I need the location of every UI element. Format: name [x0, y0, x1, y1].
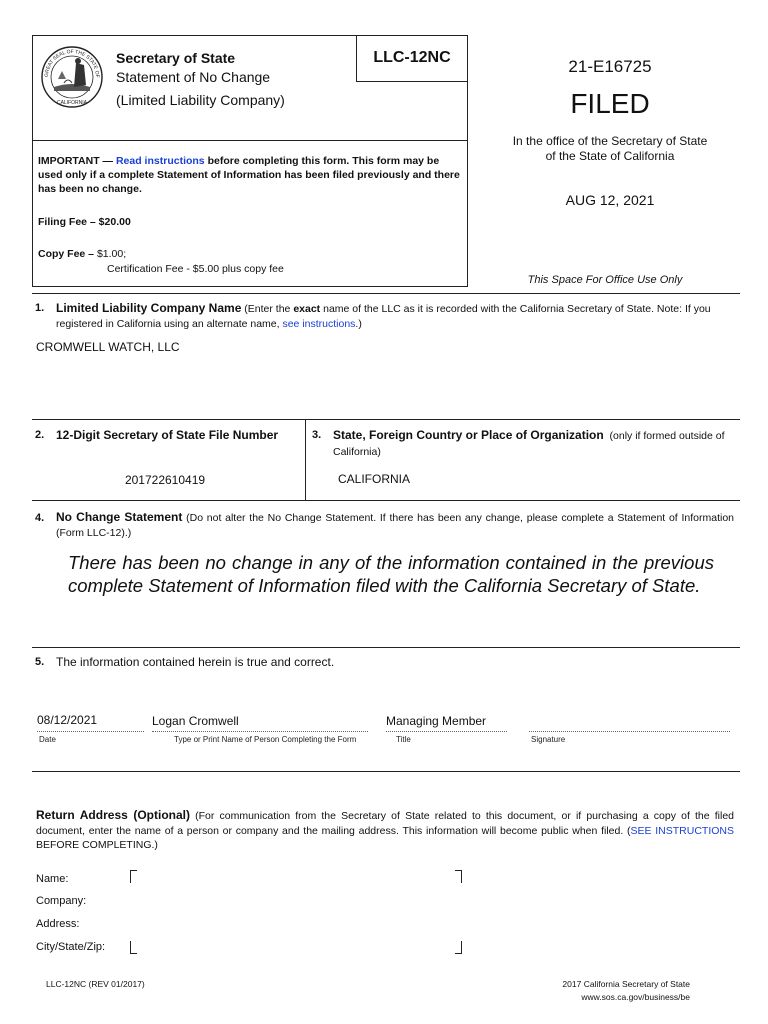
date-underline: [37, 731, 144, 732]
item2-label: 12-Digit Secretary of State File Number: [56, 428, 279, 442]
important-lead: IMPORTANT —: [38, 155, 116, 167]
signature-field[interactable]: [529, 714, 730, 730]
printed-name-field[interactable]: Logan Cromwell: [152, 714, 239, 728]
item1-label: Limited Liability Company Name: [56, 301, 242, 315]
date-field[interactable]: 08/12/2021: [37, 713, 98, 727]
title-label: Title: [396, 735, 411, 744]
return-city-label: City/State/Zip:: [36, 941, 106, 953]
item1-number: 1.: [35, 302, 45, 314]
file-number-field[interactable]: 201722610419: [124, 473, 206, 487]
item1-note-b: name of the LLC as it is recorded with the California Secretary of State. Note: If you registered in California using an alternate name,: [56, 303, 711, 330]
rule-item2-top: [32, 419, 740, 420]
item4-label: No Change Statement: [56, 510, 183, 524]
seal-bottom-text: CALIFORNIA: [56, 100, 88, 106]
item1-note-exact: exact: [293, 303, 321, 315]
form-code: LLC-12NC: [373, 49, 451, 66]
item5-number: 5.: [35, 656, 45, 668]
place-of-organization-field[interactable]: CALIFORNIA: [338, 472, 411, 486]
form-revision: LLC-12NC (REV 01/2017): [46, 979, 145, 989]
footer-copyright: 2017 California Secretary of State: [562, 979, 690, 989]
filing-fee: Filing Fee – $20.00: [38, 216, 131, 228]
title-underline: [386, 731, 507, 732]
office-line-2: of the State of California: [545, 149, 675, 163]
office-space-note: This Space For Office Use Only: [527, 274, 683, 286]
copy-fee: [38, 247, 126, 261]
return-address-block: [36, 808, 734, 853]
corner-bracket-bottom-left: [130, 941, 137, 954]
important-rest: before completing this form. This form may be used only if a complete Statement of Information has been filed previously and there has been no change.: [38, 155, 460, 195]
item2-number: 2.: [35, 429, 45, 441]
signature-label: Signature: [531, 735, 566, 744]
return-address-input-area[interactable]: [130, 870, 462, 954]
header-divider: [32, 140, 468, 141]
return-address-note-b: BEFORE COMPLETING.): [36, 839, 158, 851]
signature-underline: [529, 731, 730, 732]
no-change-statement: There has been no change in any of the information contained in the previous complete Statement of Information filed with the California Secretary of State.: [68, 552, 714, 596]
corner-bracket-top-left: [130, 870, 137, 883]
rule-item1-top: [32, 293, 740, 294]
form-title: Statement of No Change: [116, 69, 271, 85]
state-seal-icon: [40, 43, 104, 111]
office-line-1: In the office of the Secretary of State: [512, 134, 708, 148]
printed-name-label: Type or Print Name of Person Completing the Form: [174, 735, 357, 744]
document-number: 21-E16725: [568, 57, 652, 76]
return-company-label: Company:: [36, 895, 87, 907]
item4-note: (Do not alter the No Change Statement. If there has been any change, please complete a Statement of Information (Form LLC-12).): [56, 512, 735, 539]
return-see-instructions-link[interactable]: SEE INSTRUCTIONS: [630, 824, 734, 837]
rule-return-top: [32, 771, 740, 772]
item3-note: (only if formed outside of California): [333, 430, 725, 458]
item3-label-block: [333, 427, 733, 460]
agency-name: Secretary of State: [116, 50, 236, 66]
item5-text: The information contained herein is true and correct.: [56, 655, 335, 669]
important-notice: [38, 154, 462, 196]
item3-label: State, Foreign Country or Place of Organization: [333, 428, 604, 442]
title-field[interactable]: Managing Member: [386, 714, 487, 728]
copy-fee-value: $1.00;: [94, 248, 127, 260]
return-address-title: Return Address (Optional): [36, 808, 190, 822]
corner-bracket-bottom-right: [455, 941, 462, 954]
printed-name-underline: [152, 731, 368, 732]
item2-3-divider: [305, 419, 306, 500]
rule-item5-top: [32, 647, 740, 648]
return-address-note-a: (For communication from the Secretary of State related to this document, or if purchasing a copy of the filed document, enter the name of a person or company and the mailing address. This information will become public when filed. (: [36, 810, 734, 837]
item1-note-a: (Enter the: [241, 303, 294, 315]
item3-number: 3.: [312, 429, 322, 441]
rule-item4-top: [32, 500, 740, 501]
filed-date: AUG 12, 2021: [565, 192, 655, 208]
seal-ring-text: GREAT SEAL OF THE STATE OF: [43, 48, 101, 78]
corner-bracket-top-right: [455, 870, 462, 883]
item4-label-block: [56, 510, 734, 541]
date-label: Date: [39, 735, 56, 744]
read-instructions-link[interactable]: Read instructions: [115, 155, 205, 167]
certification-fee: Certification Fee - $5.00 plus copy fee: [107, 263, 284, 275]
footer-url[interactable]: www.sos.ca.gov/business/be: [581, 992, 690, 1002]
item1-note-c: .): [355, 318, 362, 330]
return-name-label: Name:: [36, 873, 69, 885]
return-address-label: Address:: [36, 918, 80, 930]
llc-name-field[interactable]: CROMWELL WATCH, LLC: [36, 340, 180, 354]
item4-number: 4.: [35, 512, 45, 524]
copy-fee-label: Copy Fee –: [38, 248, 95, 260]
item1-label-block: [56, 301, 734, 332]
see-instructions-link[interactable]: see instructions: [282, 318, 356, 330]
form-subtitle: (Limited Liability Company): [116, 92, 285, 108]
filed-status: FILED: [570, 88, 650, 119]
